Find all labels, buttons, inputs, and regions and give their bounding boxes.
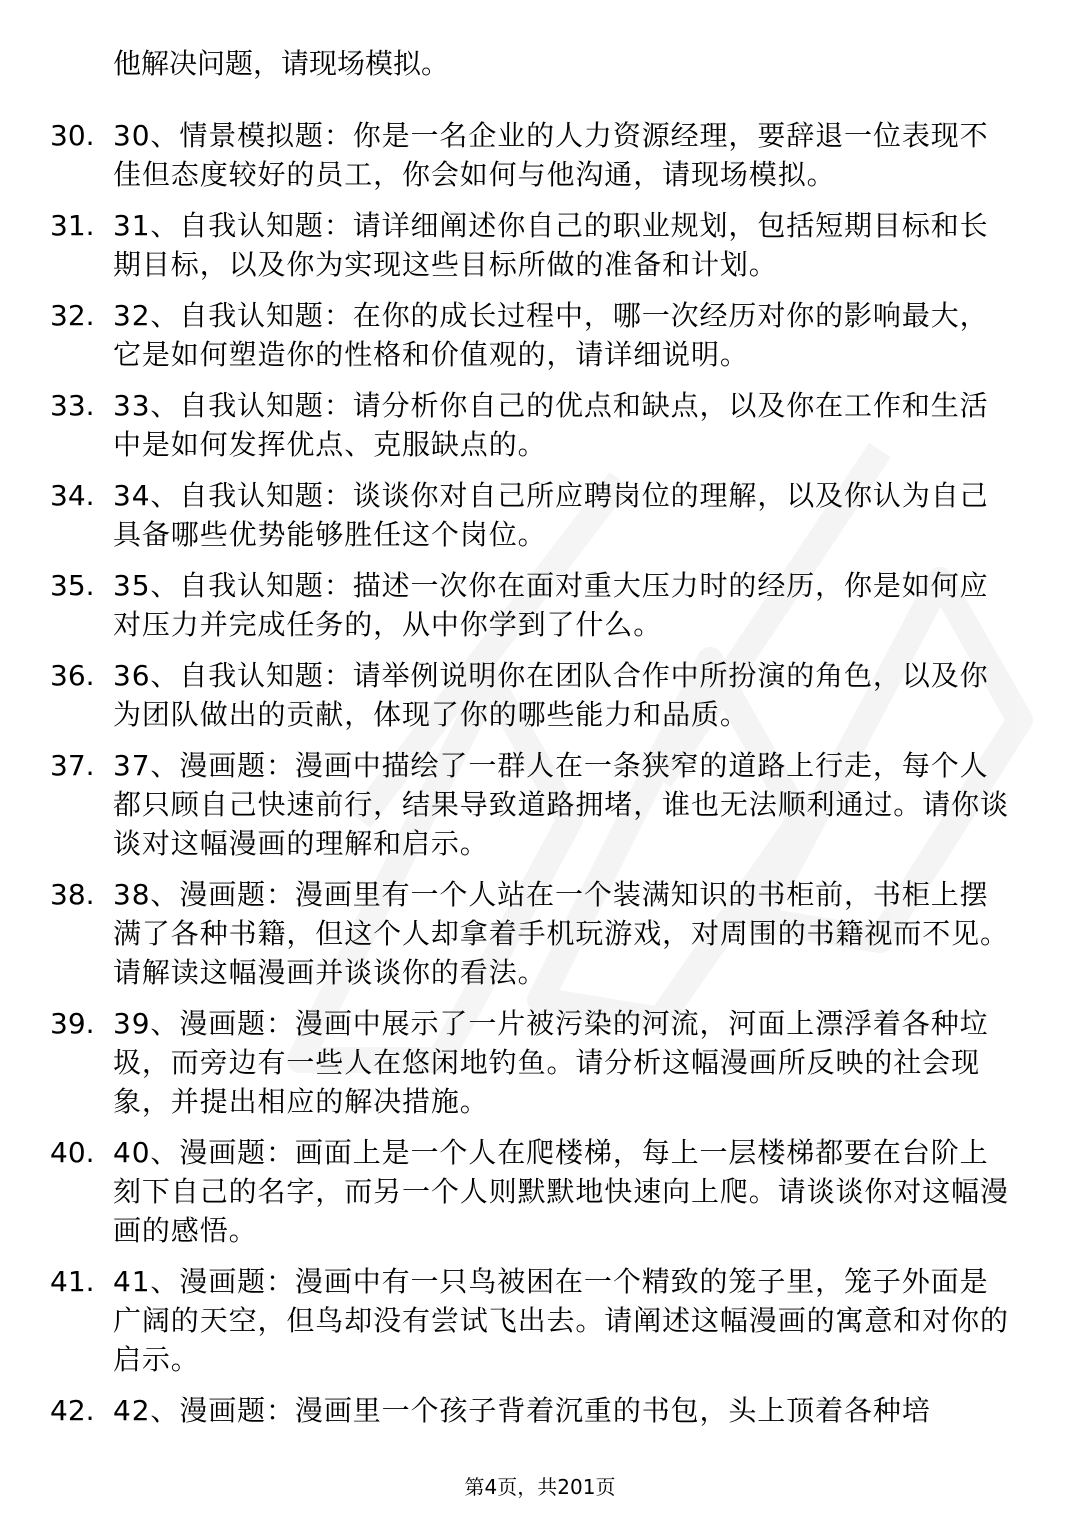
- question-item: [0, 746, 1080, 863]
- question-number: 33.: [50, 389, 95, 422]
- question-text: 42、漫画题：漫画里一个孩子背着沉重的书包，头上顶着各种培: [113, 1394, 931, 1427]
- question-text: 35、自我认知题：描述一次你在面对重大压力时的经历，你是如何应对压力并完成任务的，从中你学到了什么。: [113, 569, 989, 641]
- question-item: [0, 656, 1080, 734]
- question-text: 39、漫画题：漫画中展示了一片被污染的河流，河面上漂浮着各种垃圾，而旁边有一些人在悠闲地钓鱼。请分析这幅漫画所反映的社会现象，并提出相应的解决措施。: [113, 1007, 989, 1118]
- question-text: 32、自我认知题：在你的成长过程中，哪一次经历对你的影响最大，它是如何塑造你的性格和价值观的，请详细说明。: [113, 299, 989, 371]
- question-text: 40、漫画题：画面上是一个人在爬楼梯，每上一层楼梯都要在台阶上刻下自己的名字，而另一个人则默默地快速向上爬。请谈谈你对这幅漫画的感悟。: [113, 1136, 1009, 1247]
- page-number-footer: 第4页，共201页: [464, 1475, 616, 1499]
- question-number: 36.: [50, 659, 95, 692]
- question-number: 38.: [50, 878, 95, 911]
- continuation-text: 他解决问题，请现场模拟。: [113, 47, 450, 80]
- question-text: 38、漫画题：漫画里有一个人站在一个装满知识的书柜前，书柜上摆满了各种书籍，但这个人却拿着手机玩游戏，对周围的书籍视而不见。请解读这幅漫画并谈谈你的看法。: [113, 878, 1009, 989]
- question-item: [0, 386, 1080, 464]
- question-item: [0, 566, 1080, 644]
- question-number: 37.: [50, 749, 95, 782]
- question-number: 39.: [50, 1007, 95, 1040]
- question-text: 36、自我认知题：请举例说明你在团队合作中所扮演的角色，以及你为团队做出的贡献，体现了你的哪些能力和品质。: [113, 659, 989, 731]
- question-number: 31.: [50, 209, 95, 242]
- question-item: [0, 1391, 1080, 1430]
- question-item: [0, 296, 1080, 374]
- question-item: [0, 476, 1080, 554]
- question-item: [0, 116, 1080, 194]
- question-text: 31、自我认知题：请详细阐述你自己的职业规划，包括短期目标和长期目标，以及你为实现这些目标所做的准备和计划。: [113, 209, 989, 281]
- question-number: 42.: [50, 1394, 95, 1427]
- question-item: [0, 206, 1080, 284]
- question-item: [0, 1004, 1080, 1121]
- question-item: [0, 1133, 1080, 1250]
- question-text: 41、漫画题：漫画中有一只鸟被困在一个精致的笼子里，笼子外面是广阔的天空，但鸟却没有尝试飞出去。请阐述这幅漫画的寓意和对你的启示。: [113, 1265, 1009, 1376]
- question-number: 40.: [50, 1136, 95, 1169]
- question-number: 30.: [50, 119, 95, 152]
- question-number: 34.: [50, 479, 95, 512]
- question-number: 41.: [50, 1265, 95, 1298]
- question-text: 37、漫画题：漫画中描绘了一群人在一条狭窄的道路上行走，每个人都只顾自己快速前行，结果导致道路拥堵，谁也无法顺利通过。请你谈谈对这幅漫画的理解和启示。: [113, 749, 1009, 860]
- question-number: 32.: [50, 299, 95, 332]
- question-number: 35.: [50, 569, 95, 602]
- question-item: [0, 875, 1080, 992]
- question-text: 33、自我认知题：请分析你自己的优点和缺点，以及你在工作和生活中是如何发挥优点、克服缺点的。: [113, 389, 989, 461]
- question-item: [0, 1262, 1080, 1379]
- question-text: 34、自我认知题：谈谈你对自己所应聘岗位的理解，以及你认为自己具备哪些优势能够胜任这个岗位。: [113, 479, 989, 551]
- question-list: [0, 104, 1080, 1430]
- question-text: 30、情景模拟题：你是一名企业的人力资源经理，要辞退一位表现不佳但态度较好的员工，你会如何与他沟通，请现场模拟。: [113, 119, 989, 191]
